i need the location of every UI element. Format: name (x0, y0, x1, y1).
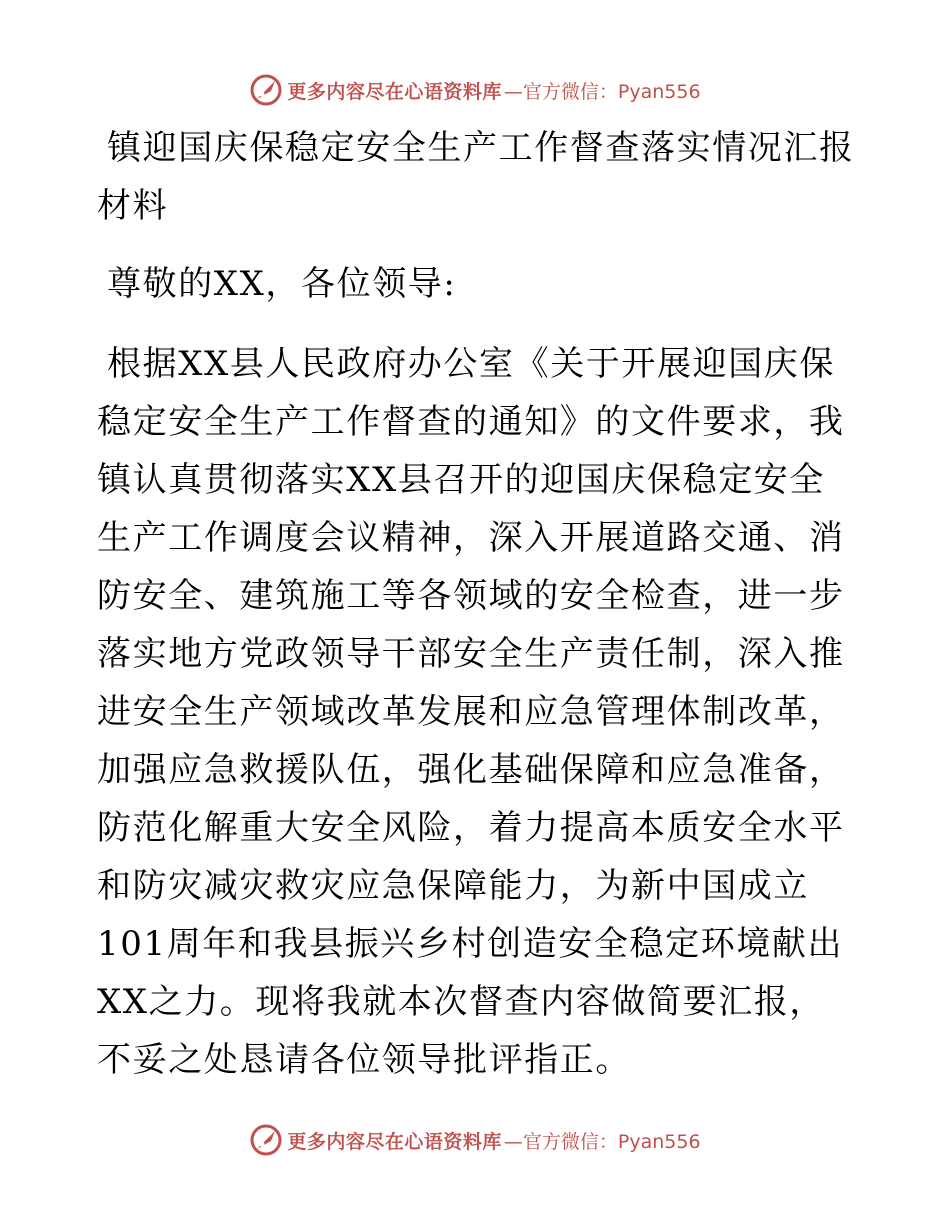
footer-banner (0, 1120, 950, 1160)
document-title: 镇迎国庆保稳定安全生产工作督查落实情况汇报材料 (97, 128, 855, 226)
header-banner (0, 70, 950, 110)
banner-wechat: —官方微信：Pyan556 (503, 80, 701, 103)
banner-wechat: —官方微信：Pyan556 (503, 1130, 701, 1153)
quill-logo-icon (249, 1123, 283, 1157)
salutation: 尊敬的XX，各位领导: (107, 264, 457, 304)
quill-logo-icon (249, 73, 283, 107)
body-paragraph: 根据XX县人民政府办公室《关于开展迎国庆保稳定安全生产工作督查的通知》的文件要求，我镇认真贯彻落实XX县召开的迎国庆保稳定安全生产工作调度会议精神，深入开展道路交通、消防安全、建筑施工等各领域的安全检查，进一步落实地方党政领导干部安全生产责任制，深入推进安全生产领域改革发展和应急管理体制改革，加强应急救援队伍，强化基础保障和应急准备，防范化解重大安全风险，着力提高本质安全水平和防灾减灾救灾应急保障能力，为新中国成立101周年和我县振兴乡村创造安全稳定环境献出XX之力。现将我就本次督查内容做简要汇报，不妥之处恳请各位领导批评指正。 (97, 344, 845, 1080)
document-body (97, 119, 857, 1089)
banner-text: 更多内容尽在心语资料库 (287, 1130, 502, 1153)
banner-text: 更多内容尽在心语资料库 (287, 80, 502, 103)
